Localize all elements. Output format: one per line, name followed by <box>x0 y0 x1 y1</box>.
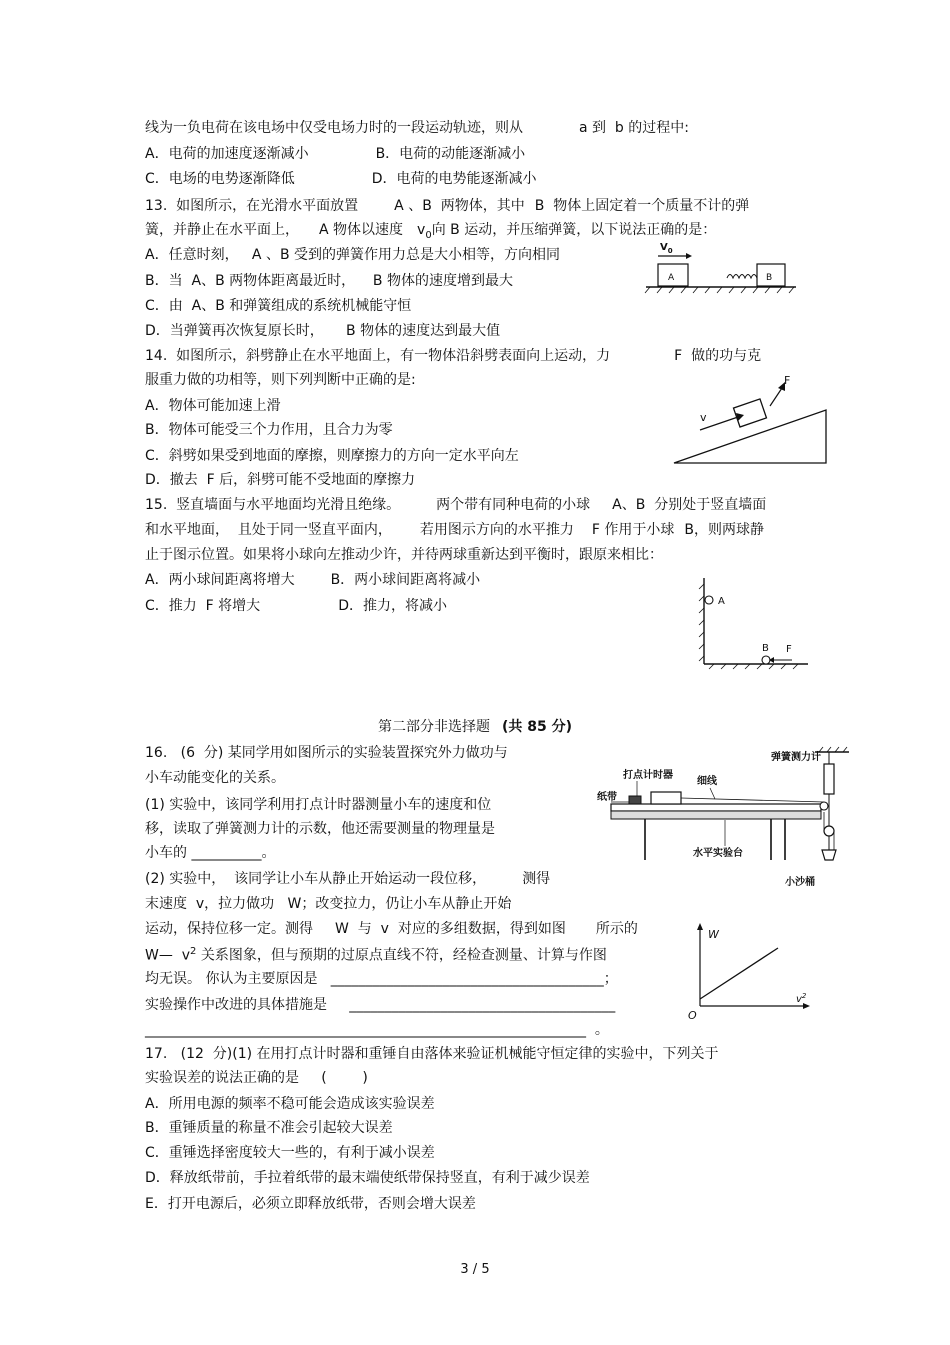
q13-option-a: A．任意时刻， A 、B 受到的弹簧作用力总是大小相等，方向相同 <box>145 247 561 263</box>
q15-stem-line1: 15. 竖直墙面与水平地面均光滑且绝缘。 两个带有同种电荷的小球 A、B 分别处于竖直墙面 <box>145 497 767 513</box>
q16-fig-table-label: 水平实验台 <box>693 848 743 859</box>
q16-fig-fixed-pulley <box>820 802 828 810</box>
q13-option-b: B．当 A、B 两物体距离最近时， B 物体的速度增到最大 <box>145 273 513 289</box>
q13-fig-block-b-label: B <box>766 273 773 283</box>
q15-stem-line3: 止于图示位置。如果将小球向左推动少许，并待两球重新达到平衡时，跟原来相比： <box>145 547 663 563</box>
q13-option-c: C．由 A、B 和弹簧组成的系统机械能守恒 <box>145 298 412 314</box>
q16-fig-string-label: 细线 <box>697 776 717 787</box>
q13-stem-line2: 簧，并静止在水平面上， A 物体以速度 $v_0$向 B 运动，并压缩弹簧，以下说法正确的是： <box>145 222 717 241</box>
q16-part2-line2: 末速度 v，拉力做功 W；改变拉力，仍让小车从静止开始 <box>145 896 512 912</box>
q16-stem-line1: 16. (6 分) 某同学用如图所示的实验装置探究外力做功与 <box>145 745 508 761</box>
q13-fig-block-a-label: A <box>668 273 675 283</box>
q15-fig-ball-a <box>705 596 713 604</box>
q16-apparatus-figure <box>575 746 855 896</box>
q17-option-d: D．释放纸带前，手拉着纸带的最末端使纸带保持竖直，有利于减少误差 <box>145 1170 590 1186</box>
q15-stem-line2: 和水平地面， 且处于同一竖直平面内， 若用图示方向的水平推力 F 作用于小球 B，则两球静 <box>145 522 765 538</box>
q16-fig-timer <box>629 796 641 804</box>
q16-fig-movable-pulley <box>824 826 834 836</box>
q16-fig-spring-scale <box>824 764 834 794</box>
q17-stem-line1: 17. (12 分)(1) 在用打点计时器和重锤自由落体来验证机械能守恒定律的实验中，下列关于 <box>145 1046 719 1062</box>
q14-stem-line1: 14. 如图所示，斜劈静止在水平地面上，有一物体沿斜劈表面向上运动，力 F 做的功与克 <box>145 348 762 364</box>
q16-fig-spring-label: 弹簧测力计 <box>771 752 821 763</box>
q13-stem-line1: 13. 如图所示，在光滑水平面放置 A 、B 两物体，其中 B 物体上固定着一个质量不计的弹 <box>145 198 750 214</box>
q16-part1-line2: 移，读取了弹簧测力计的示数，他还需要测量的物理量是 <box>145 821 495 837</box>
q16-fig-table <box>611 811 821 819</box>
q16-part2-line1: (2) 实验中， 该同学让小车从静止开始运动一段位移， 测得 <box>145 871 551 887</box>
q16-part2-measure: 实验操作中改进的具体措施是 ______________________________________ <box>145 997 616 1013</box>
q14-option-c: C．斜劈如果受到地面的摩擦，则摩擦力的方向一定水平向左 <box>145 448 519 464</box>
section-2-heading: 第二部分非选择题 (共 85 分) <box>377 719 573 735</box>
q15-options-ab: A．两小球间距离将增大 B．两小球间距离将减小 <box>145 572 481 588</box>
q17-option-c: C．重锤选择密度较大一些的，有利于减小误差 <box>145 1145 435 1161</box>
q13-fig-spring <box>727 275 757 279</box>
q16-part1-line1: (1) 实验中，该同学利用打点计时器测量小车的速度和位 <box>145 797 492 813</box>
q16-fig-track <box>611 804 821 811</box>
q16-graph-w-label: W <box>708 928 719 941</box>
q16-w-v2-graph <box>680 920 820 1020</box>
q14-option-a: A．物体可能加速上滑 <box>145 398 281 414</box>
q12-options-ab: A．电荷的加速度逐渐减小 B．电荷的动能逐渐减小 <box>145 146 526 162</box>
q14-fig-block <box>733 399 766 427</box>
q14-option-d: D．撤去 F 后，斜劈可能不受地面的摩擦力 <box>145 472 416 488</box>
q16-graph-v2-label: $v^2$ <box>796 992 807 1005</box>
q16-graph-origin-label: O <box>688 1009 697 1020</box>
q15-fig-ball-b-label: B <box>762 643 769 654</box>
q14-fig-v-label: v <box>700 411 707 424</box>
q15-fig-ball-b <box>762 656 770 664</box>
q12-options-cd: C．电场的电势逐渐降低 D．电荷的电势能逐渐减小 <box>145 171 537 187</box>
q16-fig-tape-label: 纸带 <box>597 792 617 803</box>
q14-stem-line2: 服重力做的功相等，则下列判断中正确的是: <box>145 372 416 388</box>
q14-figure <box>670 374 830 466</box>
q13-fig-v0-label: $V_0$ <box>660 242 673 255</box>
q16-part1-line3: 小车的 __________。 <box>145 845 276 861</box>
q16-fig-cart <box>651 792 681 804</box>
q16-graph-line <box>700 948 778 999</box>
q14-fig-f-label: F <box>784 374 791 387</box>
q16-part2-line3: 运动，保持位移一定。测得 W 与 v 对应的多组数据，得到如图 所示的 <box>145 921 638 937</box>
q16-fig-bucket-label: 小沙桶 <box>785 877 815 888</box>
q17-option-e: E．打开电源后，必须立即释放纸带，否则会增大误差 <box>145 1196 476 1212</box>
q15-fig-f-label: F <box>786 644 792 655</box>
q16-part2-reason: 均无误。 你认为主要原因是 _______________________________________； <box>145 971 618 987</box>
q13-figure <box>640 238 800 300</box>
q15-fig-ball-a-label: A <box>718 596 725 607</box>
q15-options-cd: C．推力 F 将增大 D．推力，将减小 <box>145 598 447 614</box>
page-number: 3 / 5 <box>460 1262 490 1277</box>
q17-stem-line2: 实验误差的说法正确的是 ( ) <box>145 1070 368 1086</box>
q16-fig-sand-bucket <box>822 850 836 860</box>
q12-stem: 线为一负电荷在该电场中仅受电场力时的一段运动轨迹，则从 a 到 b 的过程中: <box>145 120 689 136</box>
q16-part2-line4: W— $v^2$ 关系图象，但与预期的过原点直线不符，经检查测量、计算与作图 <box>145 946 607 964</box>
q17-option-a: A．所用电源的频率不稳可能会造成该实验误差 <box>145 1096 435 1112</box>
q14-option-b: B．物体可能受三个力作用，且合力为零 <box>145 422 393 438</box>
q14-fig-force-arrow <box>770 388 782 406</box>
q13-option-d: D．当弹簧再次恢复原长时， B 物体的速度达到最大值 <box>145 323 501 339</box>
q17-option-b: B．重锤质量的称量不准会引起较大误差 <box>145 1120 393 1136</box>
q16-fig-timer-label: 打点计时器 <box>623 770 673 781</box>
q15-figure <box>696 574 816 670</box>
q16-stem-line2: 小车动能变化的关系。 <box>145 770 285 786</box>
q16-part2-blank: _______________________________________________________________ 。 <box>145 1022 609 1038</box>
